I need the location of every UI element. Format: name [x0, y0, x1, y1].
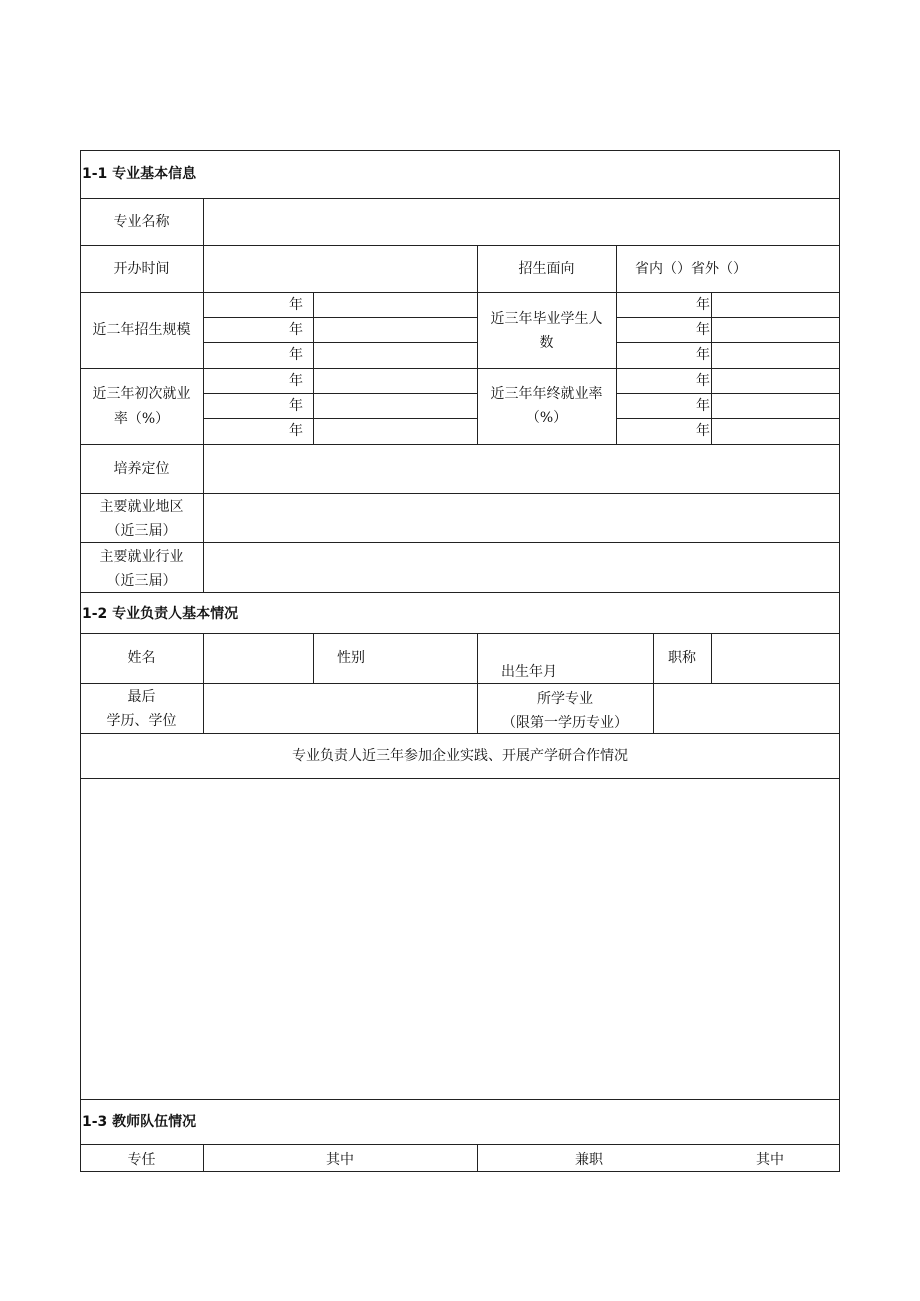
rule: [203, 317, 477, 318]
rule: [80, 493, 840, 494]
employment-industry-label-line2: （近三届）: [106, 573, 177, 589]
title-label: 职称: [668, 650, 696, 666]
year-unit: 年: [696, 322, 710, 338]
rule: [477, 1144, 478, 1172]
final-employment-label: 近三年年终就业率: [490, 386, 603, 402]
enroll-scale-label: 近二年招生规模: [92, 322, 191, 338]
rule: [203, 393, 477, 394]
parttime-label: 兼职: [575, 1152, 603, 1168]
training-position-label: 培养定位: [113, 461, 170, 477]
rule: [313, 292, 314, 445]
rule: [616, 393, 840, 394]
rule: [80, 733, 840, 734]
rule: [80, 368, 840, 369]
rule: [80, 683, 840, 684]
rule: [711, 633, 712, 684]
year-unit: 年: [696, 398, 710, 414]
rule: [203, 633, 204, 734]
year-unit: 年: [696, 423, 710, 439]
year-unit: 年: [289, 347, 303, 363]
rule: [80, 778, 840, 779]
rule: [839, 150, 840, 1172]
enroll-direction-label: 招生面向: [518, 261, 575, 277]
year-unit: 年: [289, 423, 303, 439]
studied-major-label-line2: （限第一学历专业）: [502, 715, 628, 731]
year-unit: 年: [289, 297, 303, 313]
gender-label: 性别: [337, 650, 365, 666]
rule: [80, 1099, 840, 1100]
birth-date-label: 出生年月: [501, 664, 557, 680]
section-title-basic-info: 1-1 专业基本信息: [82, 166, 197, 182]
section-title-teachers: 1-3 教师队伍情况: [82, 1114, 197, 1130]
initial-employment-label-line2: 率（%）: [113, 411, 170, 427]
education-label-line2: 学历、学位: [106, 713, 177, 729]
enroll-direction-value: 省内（）省外（）: [635, 261, 747, 277]
year-unit: 年: [696, 347, 710, 363]
practice-heading: 专业负责人近三年参加企业实践、开展产学研合作情况: [292, 748, 628, 764]
initial-employment-label: 近三年初次就业: [92, 386, 191, 402]
studied-major-label: 所学专业: [537, 691, 593, 707]
employment-region-label: 主要就业地区: [99, 499, 184, 515]
year-unit: 年: [696, 373, 710, 389]
employment-industry-label: 主要就业行业: [99, 549, 184, 565]
rule: [80, 150, 840, 151]
rule: [711, 292, 712, 445]
year-unit: 年: [289, 373, 303, 389]
section-title-leader: 1-2 专业负责人基本情况: [82, 606, 239, 622]
rule: [80, 198, 840, 199]
rule: [616, 317, 840, 318]
name-label: 姓名: [127, 650, 156, 666]
rule: [313, 633, 314, 684]
final-employment-label-line2: （%）: [525, 410, 568, 426]
rule: [616, 342, 840, 343]
rule: [80, 245, 840, 246]
year-unit: 年: [696, 297, 710, 313]
rule: [203, 418, 477, 419]
year-unit: 年: [289, 398, 303, 414]
fulltime-of-which-label: 其中: [326, 1152, 354, 1168]
fulltime-label: 专任: [127, 1152, 156, 1168]
year-unit: 年: [289, 322, 303, 338]
rule: [203, 198, 204, 593]
graduates-label: 近三年毕业学生人: [490, 311, 603, 327]
rule: [80, 1144, 840, 1145]
rule: [203, 342, 477, 343]
education-label: 最后: [127, 689, 156, 705]
major-name-label: 专业名称: [113, 214, 170, 230]
rule: [616, 418, 840, 419]
start-time-label: 开办时间: [113, 261, 170, 277]
rule: [80, 633, 840, 634]
parttime-of-which-label: 其中: [756, 1152, 784, 1168]
rule: [80, 292, 840, 293]
graduates-label-line2: 数: [539, 335, 554, 351]
rule: [80, 444, 840, 445]
employment-region-label-line2: （近三届）: [106, 523, 177, 539]
